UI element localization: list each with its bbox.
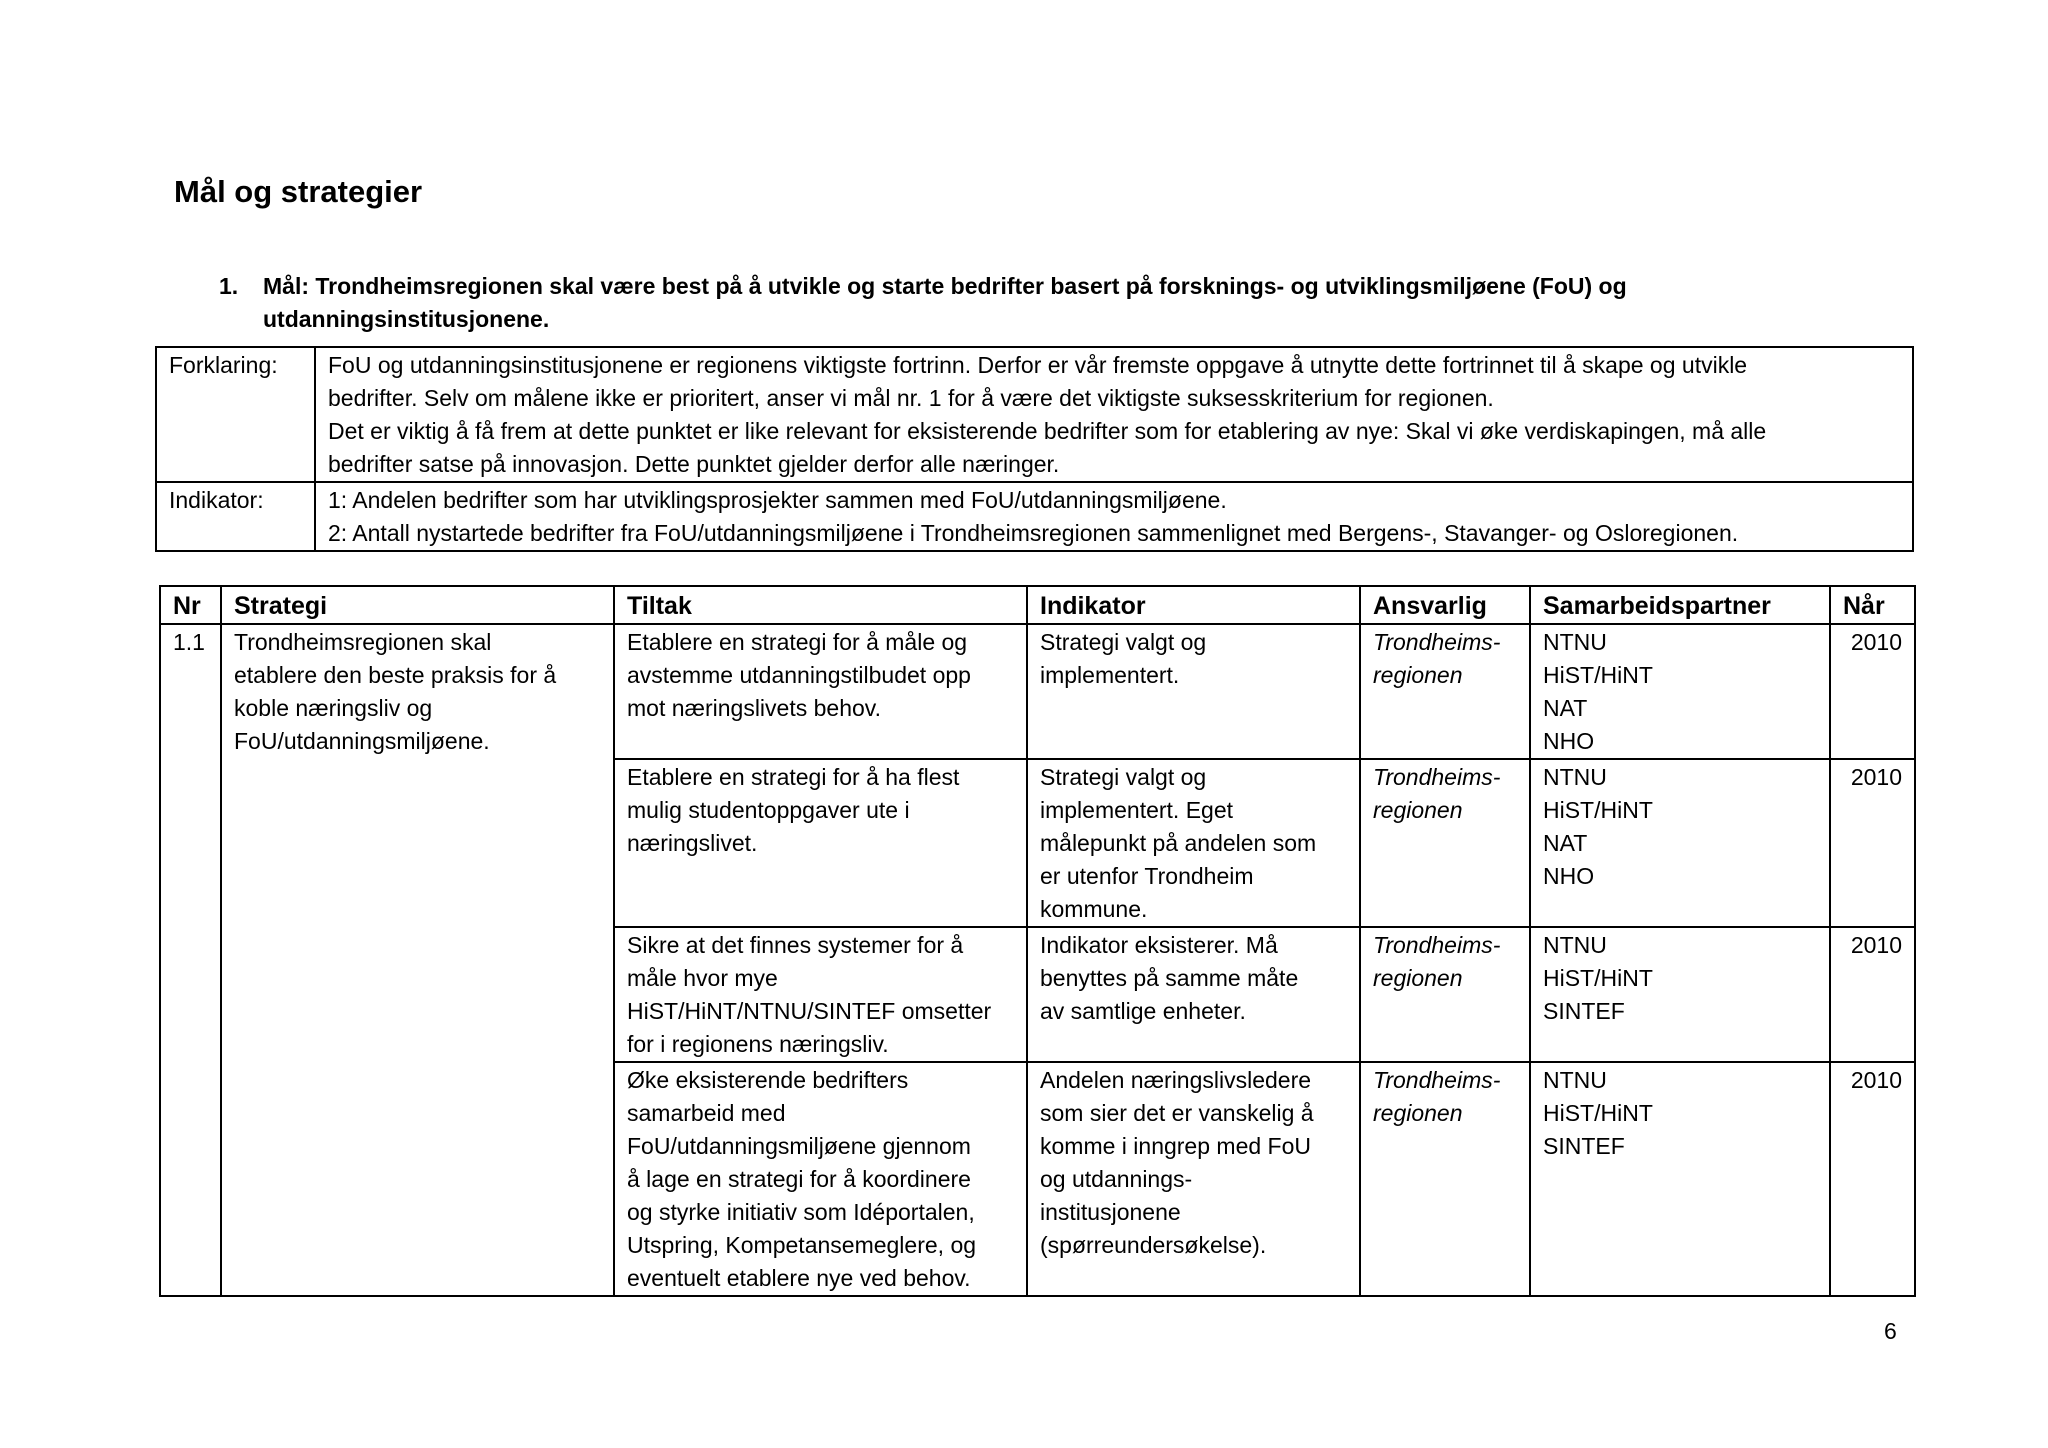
text-line: koble næringsliv og xyxy=(234,695,433,721)
naar-cell: 2010 xyxy=(1830,927,1915,1062)
text-line: NTNU xyxy=(1543,629,1607,655)
text-line: Det er viktig å få frem at dette punktet er like relevant for eksisterende bedrifter som for etablering av nye: Skal vi øke verdiskapingen, må alle xyxy=(328,418,1767,444)
text-line: samarbeid med xyxy=(627,1100,786,1126)
text-line: SINTEF xyxy=(1543,998,1625,1024)
goal-statement xyxy=(219,270,1719,336)
text-line: av samtlige enheter. xyxy=(1040,998,1246,1024)
naar-cell: 2010 xyxy=(1830,624,1915,759)
text-line: bedrifter. Selv om målene ikke er prioritert, anser vi mål nr. 1 for å være det viktigste suksesskriterium for regionen. xyxy=(328,385,1494,411)
text-line: etablere den beste praksis for å xyxy=(234,662,557,688)
text-line: mulig studentoppgaver ute i xyxy=(627,797,910,823)
text-line: komme i inngrep med FoU xyxy=(1040,1133,1311,1159)
text-line: HiST/HiNT xyxy=(1543,797,1653,823)
column-header-indikator: Indikator xyxy=(1027,586,1360,624)
indikator-label: Indikator: xyxy=(156,482,315,551)
text-line: regionen xyxy=(1373,1100,1463,1126)
text-line: NAT xyxy=(1543,830,1588,856)
text-line: målepunkt på andelen som xyxy=(1040,830,1317,856)
text-line: 2: Antall nystartede bedrifter fra FoU/utdanningsmiljøene i Trondheimsregionen sammenlignet med Bergens-, Stavanger- og Osloregionen. xyxy=(328,520,1739,546)
column-header-samarbeidspartner: Samarbeidspartner xyxy=(1530,586,1830,624)
forklaring-row xyxy=(156,347,1913,482)
forklaring-text xyxy=(315,347,1913,482)
text-line: NTNU xyxy=(1543,764,1607,790)
column-header-nr: Nr xyxy=(160,586,221,624)
text-line: og styrke initiativ som Idéportalen, xyxy=(627,1199,975,1225)
text-line: Utspring, Kompetansemeglere, og xyxy=(627,1232,977,1258)
text-line: HiST/HiNT xyxy=(1543,662,1653,688)
tiltak-cell xyxy=(614,1062,1027,1296)
text-line: NTNU xyxy=(1543,932,1607,958)
ansvarlig-cell xyxy=(1360,759,1530,927)
text-line: Trondheims- xyxy=(1373,932,1501,958)
column-header-strategi: Strategi xyxy=(221,586,614,624)
text-line: FoU og utdanningsinstitusjonene er regionens viktigste fortrinn. Derfor er vår fremste oppgave å utnytte dette fortrinnet til å skape og utvikle xyxy=(328,352,1748,378)
text-line: institusjonene xyxy=(1040,1199,1181,1225)
indikator-cell xyxy=(1027,624,1360,759)
indikator-cell xyxy=(1027,927,1360,1062)
text-line: Trondheims- xyxy=(1373,629,1501,655)
text-line: Strategi valgt og xyxy=(1040,629,1207,655)
text-line: er utenfor Trondheim xyxy=(1040,863,1254,889)
text-line: implementert. xyxy=(1040,662,1180,688)
text-line: implementert. Eget xyxy=(1040,797,1234,823)
text-line: HiST/HiNT/NTNU/SINTEF omsetter xyxy=(627,998,992,1024)
goal-line: utdanningsinstitusjonene. xyxy=(263,306,550,332)
text-line: regionen xyxy=(1373,965,1463,991)
text-line: kommune. xyxy=(1040,896,1148,922)
text-line: avstemme utdanningstilbudet opp xyxy=(627,662,971,688)
text-line: HiST/HiNT xyxy=(1543,965,1653,991)
tiltak-cell xyxy=(614,927,1027,1062)
page-title: Mål og strategier xyxy=(174,174,423,209)
text-line: (spørreundersøkelse). xyxy=(1040,1232,1267,1258)
text-line: bedrifter satse på innovasjon. Dette punktet gjelder derfor alle næringer. xyxy=(328,451,1060,477)
text-line: NHO xyxy=(1543,728,1595,754)
text-line: eventuelt etablere nye ved behov. xyxy=(627,1265,971,1291)
text-line: Trondheims- xyxy=(1373,764,1501,790)
ansvarlig-cell xyxy=(1360,1062,1530,1296)
table-row xyxy=(160,624,1915,759)
text-line: Trondheims- xyxy=(1373,1067,1501,1093)
text-line: NAT xyxy=(1543,695,1588,721)
naar-cell: 2010 xyxy=(1830,1062,1915,1296)
tiltak-cell xyxy=(614,759,1027,927)
strategy-table xyxy=(159,585,1916,1297)
text-line: regionen xyxy=(1373,797,1463,823)
text-line: Andelen næringslivsledere xyxy=(1040,1067,1312,1093)
text-line: 1: Andelen bedrifter som har utviklingsprosjekter sammen med FoU/utdanningsmiljøene. xyxy=(328,487,1227,513)
strategy-number: 1.1 xyxy=(160,624,221,1296)
indikator-text xyxy=(315,482,1913,551)
text-line: benyttes på samme måte xyxy=(1040,965,1299,991)
text-line: FoU/utdanningsmiljøene gjennom xyxy=(627,1133,971,1159)
partner-cell xyxy=(1530,624,1830,759)
column-header-ansvarlig: Ansvarlig xyxy=(1360,586,1530,624)
text-line: Etablere en strategi for å ha flest xyxy=(627,764,960,790)
partner-cell xyxy=(1530,1062,1830,1296)
column-header-naar: Når xyxy=(1830,586,1915,624)
text-line: FoU/utdanningsmiljøene. xyxy=(234,728,490,754)
page-number: 6 xyxy=(1884,1318,1897,1344)
table-header-row xyxy=(160,586,1915,624)
explanation-table xyxy=(155,346,1914,552)
text-line: Sikre at det finnes systemer for å xyxy=(627,932,964,958)
strategy-text xyxy=(221,624,614,1296)
goal-number: 1. xyxy=(219,273,239,299)
text-line: Trondheimsregionen skal xyxy=(234,629,492,655)
text-line: HiST/HiNT xyxy=(1543,1100,1653,1126)
text-line: NTNU xyxy=(1543,1067,1607,1093)
column-header-tiltak: Tiltak xyxy=(614,586,1027,624)
indikator-cell xyxy=(1027,759,1360,927)
text-line: Øke eksisterende bedrifters xyxy=(627,1067,909,1093)
indikator-cell xyxy=(1027,1062,1360,1296)
text-line: måle hvor mye xyxy=(627,965,778,991)
goal-line: Mål: Trondheimsregionen skal være best på å utvikle og starte bedrifter basert på forsknings- og utviklingsmiljøene (FoU) og xyxy=(263,273,1627,299)
ansvarlig-cell xyxy=(1360,927,1530,1062)
tiltak-cell xyxy=(614,624,1027,759)
naar-cell: 2010 xyxy=(1830,759,1915,927)
text-line: Indikator eksisterer. Må xyxy=(1040,932,1278,958)
text-line: å lage en strategi for å koordinere xyxy=(627,1166,971,1192)
text-line: næringslivet. xyxy=(627,830,758,856)
ansvarlig-cell xyxy=(1360,624,1530,759)
partner-cell xyxy=(1530,759,1830,927)
text-line: som sier det er vanskelig å xyxy=(1040,1100,1314,1126)
text-line: mot næringslivets behov. xyxy=(627,695,881,721)
text-line: for i regionens næringsliv. xyxy=(627,1031,889,1057)
forklaring-label: Forklaring: xyxy=(156,347,315,482)
text-line: Strategi valgt og xyxy=(1040,764,1207,790)
text-line: regionen xyxy=(1373,662,1463,688)
text-line: Etablere en strategi for å måle og xyxy=(627,629,968,655)
text-line: SINTEF xyxy=(1543,1133,1625,1159)
text-line: NHO xyxy=(1543,863,1595,889)
indikator-row xyxy=(156,482,1913,551)
goal-text xyxy=(263,270,1719,336)
partner-cell xyxy=(1530,927,1830,1062)
text-line: og utdannings- xyxy=(1040,1166,1193,1192)
